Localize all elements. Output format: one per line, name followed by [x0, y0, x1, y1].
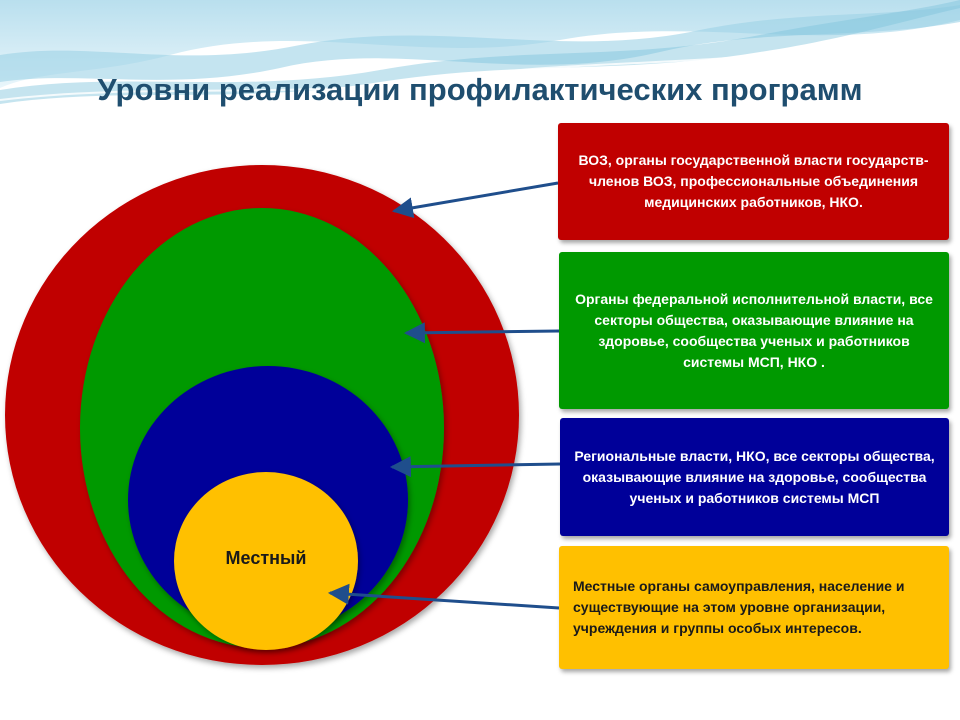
circle-yellow-label: Местный: [225, 548, 307, 568]
description-text-yellow: Местные органы самоуправления, население и существующие на этом уровне организации, учреждения и группы особых интересов.: [573, 578, 905, 636]
description-text-red: ВОЗ, органы государственной власти государств-членов ВОЗ, профессиональные объединения медицинских работников, НКО.: [578, 152, 929, 210]
description-text-blue: Региональные власти, НКО, все секторы общества, оказывающие влияние на здоровье, сообщества ученых и работников системы МСП: [574, 447, 935, 506]
description-text-green: Органы федеральной исполнительной власти, все секторы общества, оказывающие влияние на здоровье, сообщества ученых и работников системы МСП, НКО .: [575, 290, 933, 370]
description-box-yellow: [559, 546, 949, 669]
page-title: Уровни реализации профилактических программ: [97, 72, 863, 107]
arrow-green: [406, 331, 559, 333]
arrow-red: [394, 183, 558, 211]
description-box-blue: [560, 418, 949, 536]
description-box-green: [559, 252, 949, 409]
description-box-red: [558, 123, 949, 240]
